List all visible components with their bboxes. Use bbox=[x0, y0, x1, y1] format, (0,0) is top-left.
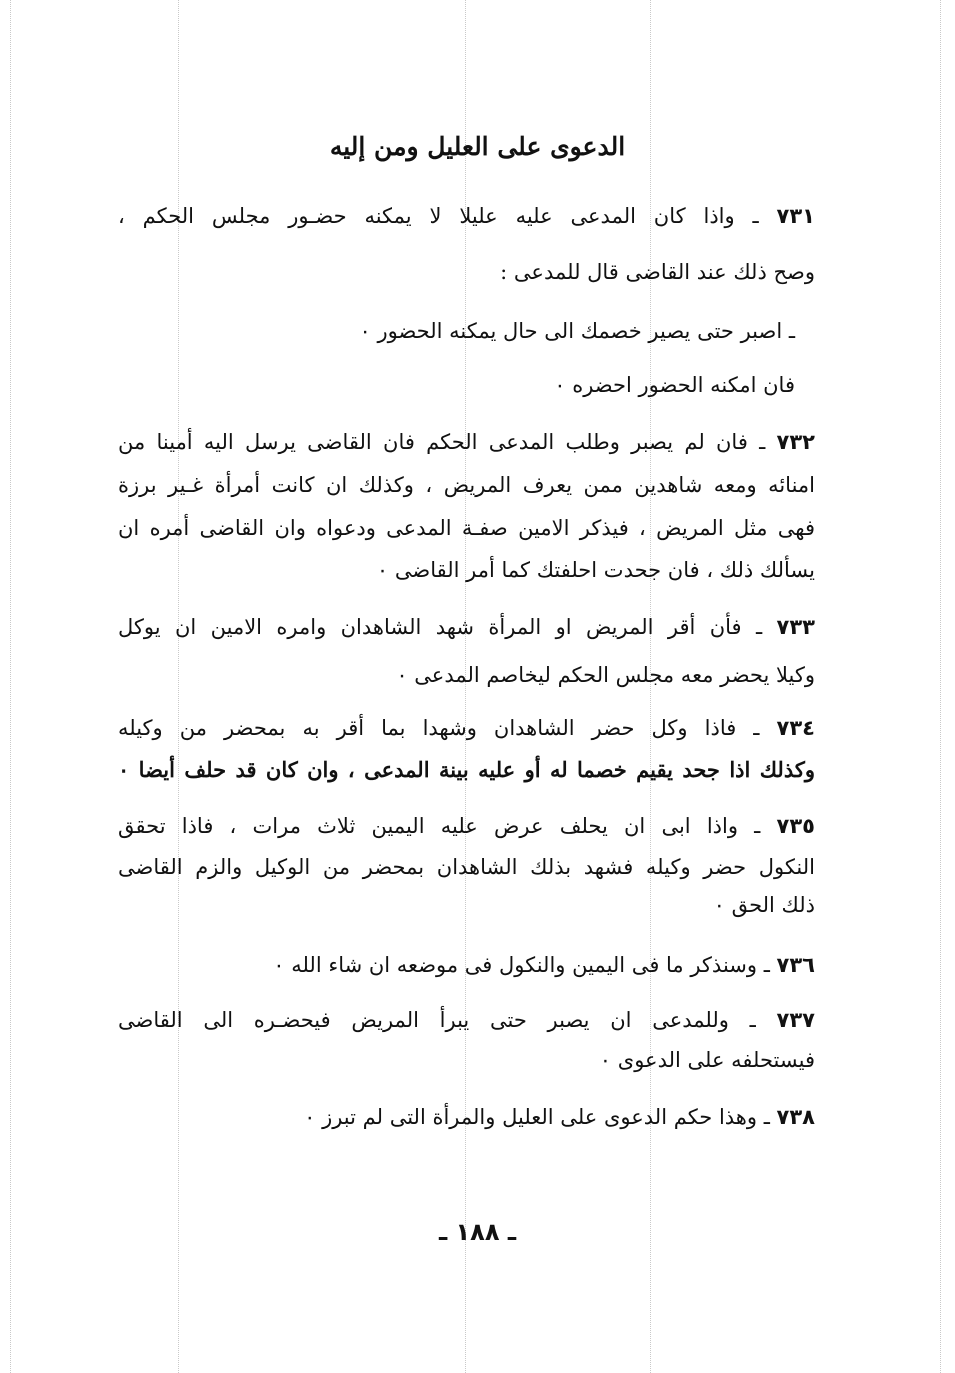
paragraph-733-line-2: وكيلا يحضر معه مجلس الحكم ليخاصم المدعى ٠ bbox=[396, 663, 815, 687]
paragraph-734-line-2: وكذلك اذا جحد يقيم خصما له أو عليه بينة المدعى ، وان كان قد حلف أيضا ٠ bbox=[118, 757, 815, 782]
paragraph-732-line-2: امنائه ومعه شاهدين ممن يعرف المريض ، وكذلك ان كانت أمرأة غـير برزة bbox=[118, 473, 815, 497]
paragraph-731-line-3: ـ اصبر حتى يصير خصمك الى حال يمكنه الحضور ٠ bbox=[359, 319, 795, 343]
paragraph-number: ٧٣٧ bbox=[776, 1008, 815, 1032]
paragraph-736-line-1: ٧٣٦ ـ وسنذكر ما فى اليمين والنكول فى موضعه ان شاء الله ٠ bbox=[273, 953, 815, 977]
paragraph-735-line-2: النكول حضر وكيله فشهد بذلك الشاهدان بمحضر من الوكيل والزم القاضى bbox=[118, 855, 815, 879]
paragraph-731-line-4: فان امكنه الحضور احضره ٠ bbox=[554, 373, 795, 397]
paragraph-number: ٧٣٥ bbox=[776, 814, 815, 838]
scan-dotline bbox=[940, 0, 941, 1373]
paragraph-732-line-4: يسألك ذلك ، فان جحدت احلفتك كما أمر القاضى ٠ bbox=[376, 558, 815, 582]
scan-dotline bbox=[10, 0, 11, 1373]
page-heading: الدعوى على العليل ومن إليه bbox=[329, 132, 626, 161]
page-number: ـ ١٨٨ ـ bbox=[438, 1218, 517, 1246]
paragraph-733-line-1: ٧٣٣ ـ فأن أقر المريض او المرأة شهد الشاهدان وامره الامين ان يوكل bbox=[118, 615, 815, 639]
paragraph-number: ٧٣٢ bbox=[776, 430, 815, 454]
paragraph-732-line-3: فهى مثل المريض ، فيذكر الامين صفـة المدعى ودعواه وان القاضى أمره ان bbox=[118, 516, 815, 540]
paragraph-737-line-2: فيستحلفه على الدعوى ٠ bbox=[599, 1048, 815, 1072]
paragraph-735-line-1: ٧٣٥ ـ واذا ابى ان يحلف عرض عليه اليمين ثلاث مرات ، فاذا تحقق bbox=[118, 814, 815, 838]
paragraph-number: ٧٣٦ bbox=[776, 953, 815, 977]
paragraph-731-line-1: ٧٣١ ـ واذا كان المدعى عليه عليلا لا يمكنه حضـور مجلس الحكم ، bbox=[118, 204, 815, 228]
paragraph-number: ٧٣٣ bbox=[776, 615, 815, 639]
paragraph-732-line-1: ٧٣٢ ـ فان لم يصبر وطلب المدعى الحكم فان القاضى يرسل اليه أمينا من bbox=[118, 430, 815, 454]
paragraph-735-line-3: ذلك الحق ٠ bbox=[713, 893, 815, 917]
paragraph-number: ٧٣٤ bbox=[776, 716, 815, 740]
paragraph-734-line-1: ٧٣٤ ـ فاذا وكل حضر الشاهدان وشهدا بما أقر به بمحضر من وكيله bbox=[118, 716, 815, 740]
paragraph-738-line-1: ٧٣٨ ـ وهذا حكم الدعوى على العليل والمرأة التى لم تبرز ٠ bbox=[304, 1105, 815, 1129]
paragraph-737-line-1: ٧٣٧ ـ وللمدعى ان يصبر حتى يبرأ المريض فيحضـره الى القاضى bbox=[118, 1008, 815, 1032]
paragraph-number: ٧٣١ bbox=[776, 204, 815, 228]
paragraph-731-line-2: وصح ذلك عند القاضى قال للمدعى : bbox=[500, 260, 815, 284]
paragraph-number: ٧٣٨ bbox=[776, 1105, 815, 1129]
